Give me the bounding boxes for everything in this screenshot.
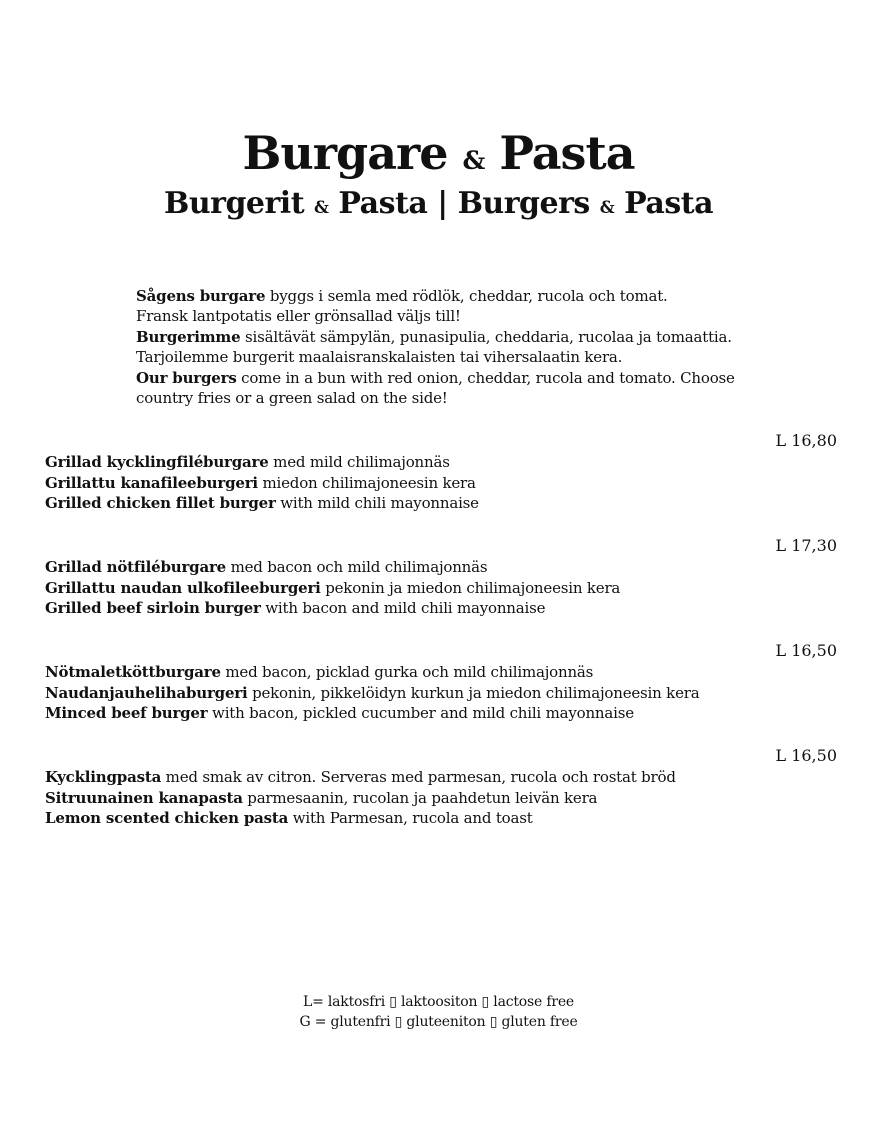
- item-name: Grilled beef sirloin burger: [45, 599, 261, 617]
- item-line-swedish: [45, 662, 805, 683]
- item-line-english: [45, 598, 805, 619]
- intro-normal: Tarjoilemme burgerit maalaisranskalaisten tai vihersalaatin kera.: [136, 348, 623, 367]
- item-line-swedish: [45, 452, 805, 473]
- item-detail: med bacon, picklad gurka och mild chilimajonnäs: [220, 663, 594, 681]
- title-ampersand: &: [462, 145, 485, 175]
- item-detail: parmesaanin, rucolan ja paahdetun leivän kera: [242, 788, 598, 807]
- subtitle-part-3: Pasta: [624, 186, 714, 221]
- legend-lactose: L= laktosfri ▯ laktoositon ▯ lactose free: [303, 994, 574, 1010]
- intro-line: [136, 327, 786, 347]
- item-detail: with bacon and mild chili mayonnaise: [260, 599, 546, 617]
- item-name: Minced beef burger: [45, 704, 208, 722]
- menu-item: [0, 745, 877, 835]
- item-line-finnish: [45, 788, 805, 809]
- intro-line: [136, 306, 786, 326]
- item-detail: med mild chilimajonnäs: [268, 453, 450, 471]
- item-detail: with Parmesan, rucola and toast: [288, 809, 533, 827]
- item-line-finnish: [45, 473, 805, 494]
- item-line-english: [45, 808, 805, 829]
- diet-legend: [0, 992, 877, 1032]
- item-name: Grillattu naudan ulkofileeburgeri: [45, 578, 321, 597]
- legend-gluten: G = glutenfri ▯ gluteeniton ▯ gluten free: [299, 1014, 578, 1030]
- item-line-finnish: [45, 683, 805, 704]
- intro-normal: sisältävät sämpylän, punasipulia, cheddaria, rucolaa ja tomaattia.: [240, 327, 732, 346]
- intro-line: [136, 286, 786, 306]
- intro-line: [136, 368, 786, 388]
- page-title: [0, 125, 877, 188]
- item-detail: med smak av citron. Serveras med parmesan, rucola och rostat bröd: [161, 768, 676, 786]
- item-line-english: [45, 703, 805, 724]
- intro-text: [136, 286, 786, 408]
- title-part-2: Pasta: [499, 126, 635, 180]
- item-name: Grillattu kanafileeburgeri: [45, 473, 258, 492]
- item-name: Sitruunainen kanapasta: [45, 788, 243, 807]
- item-detail: pekonin ja miedon chilimajoneesin kera: [320, 578, 621, 597]
- item-name: Nötmaletköttburgare: [45, 663, 221, 681]
- item-price: L 17,30: [775, 536, 837, 555]
- subtitle-part-1: Burgerit: [163, 186, 305, 221]
- page-subtitle: [0, 184, 877, 228]
- intro-line: [136, 347, 786, 367]
- item-detail: miedon chilimajoneesin kera: [257, 473, 476, 492]
- item-detail: pekonin, pikkelöidyn kurkun ja miedon chilimajoneesin kera: [247, 683, 700, 702]
- item-line-english: [45, 493, 805, 514]
- title-part-1: Burgare: [242, 126, 448, 180]
- item-description: [45, 767, 805, 829]
- item-line-swedish: [45, 767, 805, 788]
- item-detail: with bacon, pickled cucumber and mild chili mayonnaise: [207, 704, 634, 722]
- item-description: [45, 557, 805, 619]
- subtitle-ampersand-2: &: [599, 198, 615, 217]
- intro-bold: Sågens burgare: [136, 287, 266, 305]
- item-detail: med bacon och mild chilimajonnäs: [226, 558, 488, 576]
- item-price: L 16,50: [775, 746, 837, 765]
- item-name: Lemon scented chicken pasta: [45, 809, 289, 827]
- item-name: Grillad nötfiléburgare: [45, 558, 227, 576]
- intro-bold: Our burgers: [136, 368, 237, 387]
- item-name: Kycklingpasta: [45, 768, 162, 786]
- item-price: L 16,80: [775, 431, 837, 450]
- intro-bold: Burgerimme: [136, 327, 241, 346]
- subtitle-part-2: Pasta | Burgers: [338, 186, 590, 221]
- item-detail: with mild chili mayonnaise: [275, 494, 479, 512]
- subtitle-ampersand-1: &: [314, 198, 329, 217]
- intro-normal: country fries or a green salad on the side!: [136, 389, 448, 408]
- intro-line: [136, 388, 786, 408]
- item-price: L 16,50: [775, 641, 837, 660]
- item-description: [45, 452, 805, 514]
- item-description: [45, 662, 805, 724]
- intro-normal: come in a bun with red onion, cheddar, rucola and tomato. Choose: [236, 368, 735, 387]
- item-name: Grillad kycklingfiléburgare: [45, 453, 269, 471]
- menu-item: [0, 640, 877, 730]
- item-name: Naudanjauhelihaburgeri: [45, 683, 248, 702]
- item-line-finnish: [45, 578, 805, 599]
- intro-normal: byggs i semla med rödlök, cheddar, rucola och tomat.: [265, 287, 668, 305]
- menu-item: [0, 535, 877, 625]
- item-line-swedish: [45, 557, 805, 578]
- intro-normal: Fransk lantpotatis eller grönsallad väljs till!: [136, 307, 461, 326]
- item-name: Grilled chicken fillet burger: [45, 494, 276, 512]
- menu-item: [0, 430, 877, 520]
